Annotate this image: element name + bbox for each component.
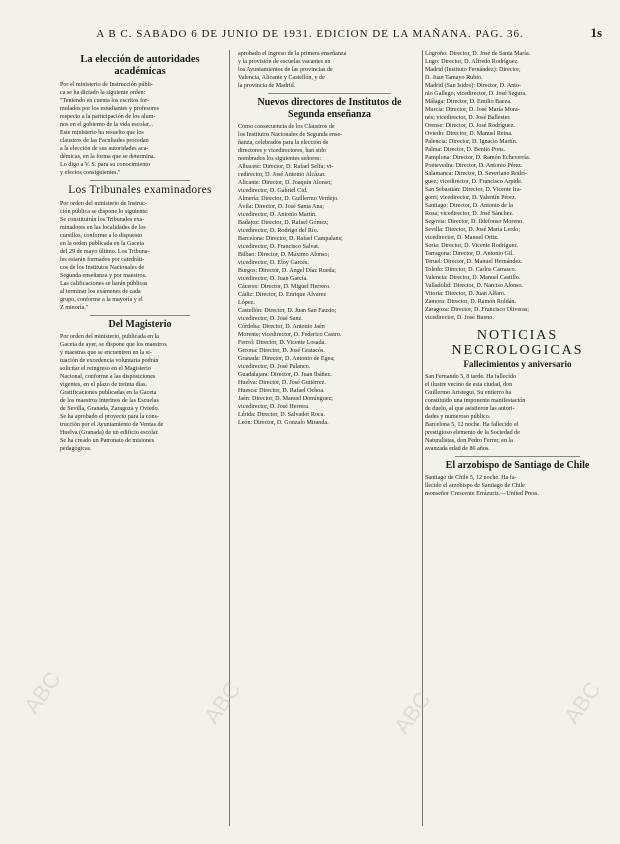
text-line: Se constituirán los Tribunales exa- <box>60 217 145 223</box>
text-line: Oviedo: Director, D. Manuel Reina. <box>425 131 513 137</box>
text-line: Guadalajara: Director, D. Juan Ibáñez. <box>238 372 332 378</box>
text-line: de Sevilla, Granada, Zaragoza y Oviedo. <box>60 406 160 412</box>
text-line: Jaén: Director, D. Manuel Domínguez; <box>238 396 333 402</box>
text-line: y efectos consiguientes." <box>60 170 121 176</box>
text-line: Como consecuencia de los Claustros de <box>238 124 335 130</box>
text-line: Albacete: Director, D. Rafael Selfa; vi- <box>238 164 334 170</box>
text-line: Badajoz: Director, D. Rafael Gómez; <box>238 220 329 226</box>
section-heading-arzobispo: El arzobispo de Santiago de Chile <box>445 460 590 471</box>
text-line: Pontevedra: Director, D. Antonio Pérez. <box>425 163 523 169</box>
text-line: trucción por el Ayuntamiento de Ventas de <box>60 422 164 428</box>
text-line: gorri; vicedirector, D. Valentín Pérez. <box>425 195 517 201</box>
text-line: Segovia: Director, D. Ildefonso Moreno. <box>425 219 524 225</box>
text-line: Valencia: Director, D. Manuel Castillo. <box>425 275 521 281</box>
text-line: el ilustre vecino de esta ciudad, don <box>425 382 513 388</box>
text-line: Nacional, conforme a las disposiciones <box>60 374 156 380</box>
section-body-necrologicas <box>425 373 610 453</box>
text-line: ñanza, celebrados para la elección de <box>238 140 329 146</box>
text-line: los Ayuntamientos de las provincias de <box>238 67 333 73</box>
divider <box>90 315 190 316</box>
text-line: Tarragona: Director, D. Antonio Gil. <box>425 251 514 257</box>
text-line: la provincia de Madrid. <box>238 83 296 89</box>
text-line: Málaga: Director, D. Emilio Baeza. <box>425 99 512 105</box>
text-line: Santiago de Chile 5, 12 noche. Ha fa- <box>425 475 517 481</box>
text-line: Cádiz: Director, D. Enrique Álvarez <box>238 292 327 298</box>
text-line: Huesca: Director, D. Rafael Ochoa. <box>238 388 325 394</box>
section-heading-magisterio: Del Magisterio <box>108 319 172 330</box>
text-line: démicas, en la forma que se determina. <box>60 154 156 160</box>
text-line: y la provisión de escuelas vacantes en <box>238 59 331 65</box>
text-line: Vitoria: Director, D. Juan Alfaro. <box>425 291 506 297</box>
text-line: vicedirector, D. José Herrera. <box>238 404 310 410</box>
text-line: pedagógicas. <box>60 446 92 452</box>
text-line: llecido el arzobispo de Santiago de Chile <box>425 483 525 489</box>
text-line: Este ministerio ha resuelto que los <box>60 130 144 136</box>
text-line: y maestras que se encuentren en la si- <box>60 350 152 356</box>
text-line: Soria: Director, D. Vicente Rodríguez. <box>425 243 519 249</box>
text-line: claustros de las Facultades procedan <box>60 138 149 144</box>
text-line: Toledo: Director, D. Carlos Carrasco. <box>425 267 517 273</box>
section-body-magisterio <box>60 333 220 453</box>
text-line: vicedirector, D. Rodrigo del Río. <box>238 228 319 234</box>
text-line: solicitar el reingreso en el Magisterio <box>60 366 151 372</box>
text-line: cedirector, D. José Antonio Alcázar. <box>238 172 326 178</box>
column-rule-right <box>422 50 423 826</box>
text-line: Logroño: Director, D. José de Santa María. <box>425 51 531 57</box>
text-line: Por orden del ministerio, publicada en la <box>60 334 159 340</box>
text-line: directores y vicedirectores, han sido <box>238 148 326 154</box>
column-rule-left <box>229 50 230 826</box>
watermark-logo: ABC <box>388 687 436 739</box>
text-line: guez; vicedirector, D. Francisco Arpide. <box>425 179 523 185</box>
text-line: Córdoba: Director, D. Antonio Jaén <box>238 324 325 330</box>
text-line: Burgos: Director, D. Ángel Díaz Rueda; <box>238 268 336 274</box>
watermark-logo: ABC <box>558 677 606 729</box>
text-line: vicedirector, D. José Palanco. <box>238 364 311 370</box>
text-line: López. <box>238 300 255 306</box>
text-line: "Teniendo en cuenta los escritos for- <box>60 98 150 104</box>
section-body-elections <box>60 81 220 177</box>
text-line: Segunda enseñanza y por maestros. <box>60 273 147 279</box>
text-line: de duelo, al que asistieron las autori- <box>425 406 515 412</box>
text-line: Se ha aprobado el proyecto para la cons- <box>60 414 159 420</box>
text-line: Por el ministerio de Instrucción públi- <box>60 82 153 88</box>
text-line: Madrid (San Isidro): Director, D. Anto- <box>425 83 522 89</box>
text-line: les estarán formados por catedráti- <box>60 257 145 263</box>
text-line: Palencia: Director, D. Ignacio Martín. <box>425 139 518 145</box>
text-line: Lérida: Director, D. Salvador Roca. <box>238 412 325 418</box>
text-line: a la elección de sus autoridades aca- <box>60 146 149 152</box>
text-line: Pamplona: Director, D. Ramón Echeverría. <box>425 155 531 161</box>
text-line: Se ha creado un Patronato de misiones <box>60 438 155 444</box>
text-line: Alicante: Director, D. Joaquín Alonso; <box>238 180 332 186</box>
text-line: Gerona: Director, D. José Gratacós. <box>238 348 325 354</box>
text-line: Por orden del ministerio de Instruc- <box>60 201 147 207</box>
text-line: Ávila: Director, D. José Santa Ana; <box>238 204 324 210</box>
text-line: nio Gallego; vicedirector, D. José Segura. <box>425 91 527 97</box>
text-line: Gaceta de ayer, se dispone que los maestros <box>60 342 167 348</box>
text-line: Lo digo a V. S. para su conocimiento <box>60 162 150 168</box>
text-line: Castellón: Director, D. Juan San Fausto; <box>238 308 337 314</box>
text-line: Ferrol: Director, D. Vicente Losada. <box>238 340 326 346</box>
text-line: cos de los Institutos Nacionales de <box>60 265 145 271</box>
text-line: Valladolid: Director, D. Narciso Alonso. <box>425 283 524 289</box>
text-line: ca se ha dictado la siguiente orden: <box>60 90 146 96</box>
text-line: D. Juan Tamayo Rubio. <box>425 75 483 81</box>
text-line: Barcelona: Director, D. Rafael Campalans; <box>238 236 343 242</box>
divider <box>90 180 190 181</box>
text-line: aprobado el ingreso de la primera enseñanza <box>238 51 347 57</box>
section-body-directors <box>238 123 421 427</box>
divider <box>455 456 580 457</box>
text-line: respecto a la participación de los alum- <box>60 114 156 120</box>
text-line: Granada: Director, D. Antonio de Egea; <box>238 356 335 362</box>
text-line: Bilbao: Director, D. Máximo Alonso; <box>238 252 330 258</box>
section-subheading-fallecimientos: Fallecimientos y aniversario <box>463 359 572 369</box>
text-line: avanzada edad de 86 años. <box>425 446 490 452</box>
section-heading-tribunals: Los Tribunales examinadores <box>68 184 212 196</box>
page-folio: 1s <box>590 25 602 40</box>
text-line: monseñor Crescente Errázuriz.—United Press. <box>425 491 539 497</box>
text-line: ción pública se dispone lo siguiente: <box>60 209 149 215</box>
section-heading-elections: La elección de autoridades académicas <box>80 54 200 77</box>
column-3 <box>425 50 610 826</box>
text-line: Almería: Director, D. Guillermo Verdejo. <box>238 196 339 202</box>
text-line: vicedirector, D. Gabriel Cid. <box>238 188 308 194</box>
text-line: Zamora: Director, D. Ramón Roldán. <box>425 299 516 305</box>
text-line: Guillermo Aristegui. Su entierro ha <box>425 390 512 396</box>
text-line: al terminar los exámenes de cada <box>60 289 141 295</box>
text-line: tuación de excedencia voluntaria podrán <box>60 358 159 364</box>
section-body-arzobispo <box>425 474 610 498</box>
text-line: vicedirector, D. José Sanz. <box>238 316 303 322</box>
text-line: Naturalistas, don Pedro Ferrer, en la <box>425 438 513 444</box>
text-line: Las calificaciones se harán públicas <box>60 281 148 287</box>
text-line: Lugo: Director, D. Alfredo Rodríguez. <box>425 59 519 65</box>
text-line: San Sebastián: Director, D. Vicente Ira- <box>425 187 522 193</box>
text-line: nombrados los siguientes señores: <box>238 156 322 162</box>
text-line: San Fernando 5, 8 tarde. Ha fallecido <box>425 374 517 380</box>
text-line: Huelva: Director, D. José Gutiérrez. <box>238 380 326 386</box>
text-line: los Institutos Nacionales de Segunda ense- <box>238 132 343 138</box>
divider <box>268 93 391 94</box>
text-line: minadores en las localidades de los <box>60 225 146 231</box>
text-line: nos en el gobierno de la vida escolar... <box>60 122 154 128</box>
text-line: León: Director, D. Gonzalo Miranda. <box>238 420 329 426</box>
watermark-logo: ABC <box>18 667 66 719</box>
text-line: en la orden publicada en la Gaceta <box>60 241 144 247</box>
text-line: vicedirector, D. José Bueno. <box>425 315 494 321</box>
text-line: de los maestros interinos de las Escuelas <box>60 398 159 404</box>
text-line: Morente; vicedirector, D. Federico Castro. <box>238 332 342 338</box>
text-line: vicedirector, D. Manuel Ortiz. <box>425 235 499 241</box>
page-header: A B C. SABADO 6 DE JUNIO DE 1931. EDICION DE LA MAÑANA. PAG. 36. <box>96 28 524 40</box>
watermark-logo: ABC <box>198 677 246 729</box>
text-line: vicedirector, D. Eloy Garcés. <box>238 260 309 266</box>
text-line: vicedirector, D. Juan García. <box>238 276 308 282</box>
text-line: vicedirector, D. Francisco Salvat. <box>238 244 320 250</box>
text-line: Z minoría." <box>60 305 89 311</box>
text-line: Gratificaciones publicadas en la Gaceta <box>60 390 157 396</box>
text-line: constituido una imponente manifestación <box>425 398 526 404</box>
text-line: Zaragoza: Director, D. Francisco Oliveras; <box>425 307 529 313</box>
text-line: cursillos, conforme a lo dispuesto <box>60 233 143 239</box>
text-line: Palma: Director, D. Benito Pons. <box>425 147 506 153</box>
text-line: Huelva (Granada) de un edificio escolar. <box>60 430 159 436</box>
section-body-intro <box>238 50 421 90</box>
text-line: Madrid (Instituto Fernández): Director, <box>425 67 521 73</box>
text-line: Barcelona 5, 12 noche. Ha fallecido el <box>425 422 519 428</box>
section-body-directors-cont <box>425 50 610 322</box>
column-2 <box>238 50 421 826</box>
text-line: grupo, conforme a la mayoría y el <box>60 297 143 303</box>
text-line: Valencia, Alicante y Castellón, y de <box>238 75 325 81</box>
text-line: vicedirector, D. Antonio Martín. <box>238 212 317 218</box>
text-line: del 29 de mayo último. Los Tribuna- <box>60 249 150 255</box>
text-line: mulados por los estudiantes y profesores <box>60 106 160 112</box>
section-heading-directors: Nuevos directores de Institutos de Segunda enseñanza <box>257 97 402 120</box>
text-line: Santiago: Director, D. Antonio de la <box>425 203 513 209</box>
text-line: Rosa; vicedirector, D. José Sánchez. <box>425 211 514 217</box>
section-body-tribunals <box>60 200 220 312</box>
text-line: vigentes, en el plazo de treinta días. <box>60 382 147 388</box>
text-line: Sevilla: Director, D. José María Lerdo; <box>425 227 521 233</box>
section-heading-necrologicas: NOTICIAS NECROLOGICAS <box>451 328 584 358</box>
text-line: prestigioso elemento de la Sociedad de <box>425 430 520 436</box>
text-line: dades y numeroso público. <box>425 414 491 420</box>
column-1 <box>60 50 220 826</box>
text-line: Orense: Director, D. José Rodríguez. <box>425 123 515 129</box>
text-line: Murcia: Director, D. José María Mora- <box>425 107 520 113</box>
text-line: Teruel: Director, D. Manuel Hernández. <box>425 259 523 265</box>
text-line: Cáceres: Director, D. Miguel Herrero. <box>238 284 331 290</box>
text-line: Salamanca: Director, D. Severiano Rodrí- <box>425 171 527 177</box>
text-line: nés; vicedirector, D. José Ballester. <box>425 115 511 121</box>
